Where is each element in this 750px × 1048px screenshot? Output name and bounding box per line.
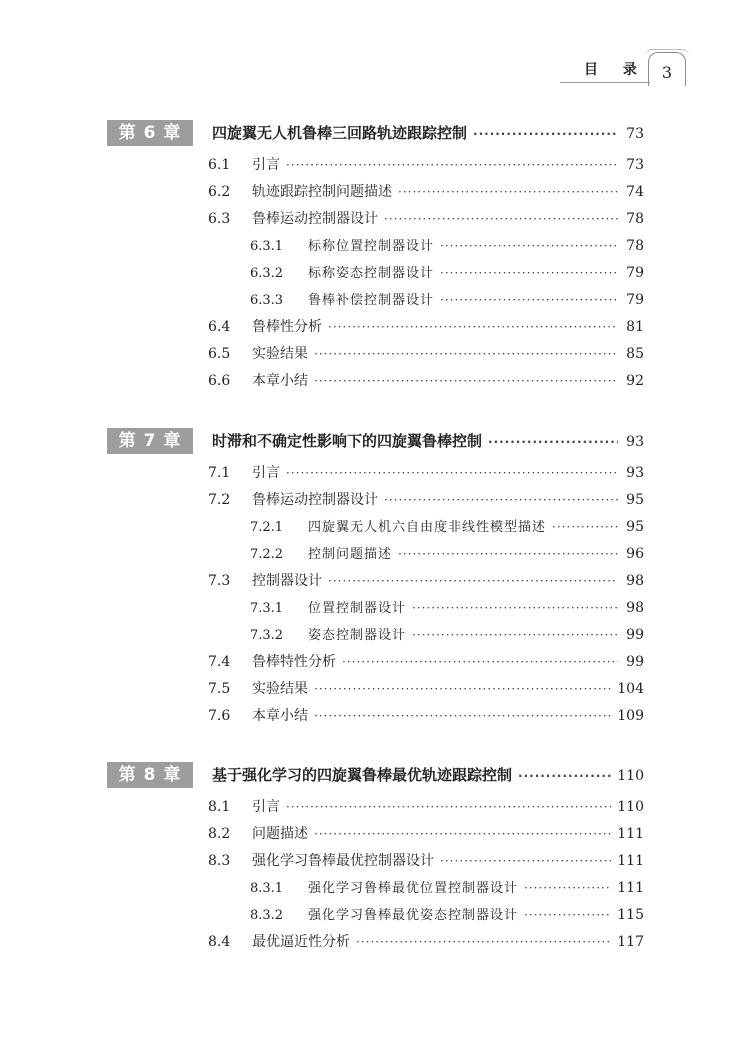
toc-entry-chapter[interactable] bbox=[212, 430, 644, 452]
toc-entry[interactable] bbox=[208, 931, 644, 953]
leader-dots bbox=[328, 570, 618, 592]
toc-entry[interactable] bbox=[208, 208, 644, 230]
section-title: 鲁棒特性分析 bbox=[252, 654, 336, 670]
section-number: 7.2 bbox=[208, 492, 231, 508]
section-number: 7.6 bbox=[208, 708, 231, 724]
leader-dots bbox=[488, 431, 618, 453]
toc-entry-chapter[interactable] bbox=[212, 764, 644, 786]
section-number: 6.1 bbox=[208, 157, 231, 173]
page-ref: 96 bbox=[626, 546, 644, 562]
leader-dots bbox=[524, 904, 611, 926]
subsection-number: 8.3.2 bbox=[250, 908, 284, 923]
chapter-badge: 第 8 章 bbox=[107, 762, 193, 788]
section-number: 7.3 bbox=[208, 573, 231, 589]
chapter-badge: 第 6 章 bbox=[107, 120, 193, 146]
section-title: 鲁棒性分析 bbox=[252, 319, 322, 335]
page-ref: 99 bbox=[626, 654, 644, 670]
page-ref: 78 bbox=[626, 211, 644, 227]
page-number: 3 bbox=[661, 63, 673, 82]
section-number: 7.4 bbox=[208, 654, 231, 670]
toc-entry[interactable] bbox=[208, 343, 644, 365]
page-ref: 79 bbox=[626, 292, 644, 308]
section-title: 实验结果 bbox=[252, 681, 308, 697]
subsection-title: 强化学习鲁棒最优位置控制器设计 bbox=[308, 881, 519, 896]
page-number-tab bbox=[648, 52, 686, 86]
section-number: 6.3 bbox=[208, 211, 231, 227]
subsection-number: 8.3.1 bbox=[250, 881, 284, 896]
page-ref: 111 bbox=[617, 853, 644, 869]
chapter-title: 基于强化学习的四旋翼鲁棒最优轨迹跟踪控制 bbox=[212, 766, 513, 784]
leader-dots bbox=[314, 705, 611, 727]
subsection-title: 标称姿态控制器设计 bbox=[308, 266, 435, 281]
toc-entry[interactable] bbox=[208, 370, 644, 392]
page-ref: 73 bbox=[626, 157, 644, 173]
section-title: 实验结果 bbox=[252, 346, 308, 362]
toc-entry[interactable] bbox=[208, 678, 644, 700]
subsection-number: 7.2.1 bbox=[250, 520, 284, 535]
page-ref: 98 bbox=[626, 600, 644, 616]
section-title: 鲁棒运动控制器设计 bbox=[252, 211, 378, 227]
leader-dots bbox=[314, 370, 618, 392]
subsection-number: 7.3.2 bbox=[250, 628, 284, 643]
subsection-title: 鲁棒补偿控制器设计 bbox=[308, 293, 435, 308]
section-title: 轨迹跟踪控制问题描述 bbox=[252, 184, 392, 200]
section-number: 8.1 bbox=[208, 799, 231, 815]
toc-entry[interactable] bbox=[250, 262, 644, 284]
toc-entry[interactable] bbox=[208, 570, 644, 592]
page-ref: 81 bbox=[626, 319, 644, 335]
page-ref: 111 bbox=[617, 826, 644, 842]
leader-dots bbox=[286, 154, 618, 176]
leader-dots bbox=[328, 316, 618, 338]
page-ref: 92 bbox=[626, 373, 644, 389]
section-number: 7.1 bbox=[208, 465, 231, 481]
page-ref: 104 bbox=[617, 681, 644, 697]
toc-entry-chapter[interactable] bbox=[212, 122, 644, 144]
leader-dots bbox=[398, 181, 618, 203]
toc-entry[interactable] bbox=[250, 877, 644, 899]
section-number: 8.3 bbox=[208, 853, 231, 869]
page-ref: 117 bbox=[617, 934, 644, 950]
section-number: 6.6 bbox=[208, 373, 231, 389]
subsection-number: 7.3.1 bbox=[250, 601, 284, 616]
leader-dots bbox=[440, 850, 611, 872]
page-ref: 93 bbox=[626, 465, 644, 481]
section-title: 鲁棒运动控制器设计 bbox=[252, 492, 378, 508]
subsection-title: 强化学习鲁棒最优姿态控制器设计 bbox=[308, 908, 519, 923]
leader-dots bbox=[440, 235, 618, 257]
leader-dots bbox=[398, 543, 618, 565]
subsection-title: 四旋翼无人机六自由度非线性模型描述 bbox=[308, 520, 547, 535]
leader-dots bbox=[384, 208, 618, 230]
section-number: 6.4 bbox=[208, 319, 231, 335]
chapter-title: 四旋翼无人机鲁棒三回路轨迹跟踪控制 bbox=[212, 124, 468, 142]
section-title: 最优逼近性分析 bbox=[252, 934, 350, 950]
leader-dots bbox=[440, 262, 618, 284]
leader-dots bbox=[286, 462, 618, 484]
leader-dots bbox=[473, 123, 618, 145]
section-title: 问题描述 bbox=[252, 826, 308, 842]
section-title: 引言 bbox=[252, 157, 280, 173]
header-rule bbox=[560, 82, 650, 83]
section-number: 8.4 bbox=[208, 934, 231, 950]
page-ref: 111 bbox=[617, 880, 644, 896]
leader-dots bbox=[314, 343, 618, 365]
toc-entry[interactable] bbox=[208, 489, 644, 511]
page-ref: 79 bbox=[626, 265, 644, 281]
toc-entry[interactable] bbox=[208, 705, 644, 727]
leader-dots bbox=[356, 931, 611, 953]
toc-entry[interactable] bbox=[208, 850, 644, 872]
subsection-title: 标称位置控制器设计 bbox=[308, 239, 435, 254]
header-title: 目 录 bbox=[584, 62, 647, 78]
chapter-badge: 第 7 章 bbox=[107, 428, 193, 454]
toc-entry[interactable] bbox=[208, 316, 644, 338]
subsection-number: 7.2.2 bbox=[250, 547, 284, 562]
leader-dots bbox=[314, 678, 611, 700]
section-number: 6.5 bbox=[208, 346, 231, 362]
section-title: 本章小结 bbox=[252, 708, 308, 724]
toc-entry[interactable] bbox=[250, 516, 644, 538]
leader-dots bbox=[412, 624, 618, 646]
leader-dots bbox=[440, 289, 618, 311]
page-ref: 110 bbox=[617, 799, 644, 815]
section-title: 强化学习鲁棒最优控制器设计 bbox=[252, 853, 434, 869]
page-ref: 98 bbox=[626, 573, 644, 589]
leader-dots bbox=[286, 796, 611, 818]
toc-entry[interactable] bbox=[208, 154, 644, 176]
toc-entry[interactable] bbox=[250, 597, 644, 619]
subsection-title: 控制问题描述 bbox=[308, 547, 393, 562]
section-title: 引言 bbox=[252, 465, 280, 481]
toc-entry[interactable] bbox=[250, 624, 644, 646]
toc-entry[interactable] bbox=[208, 796, 644, 818]
subsection-number: 6.3.2 bbox=[250, 266, 284, 281]
section-title: 控制器设计 bbox=[252, 573, 322, 589]
subsection-title: 姿态控制器设计 bbox=[308, 628, 407, 643]
section-title: 本章小结 bbox=[252, 373, 308, 389]
page-header bbox=[560, 52, 690, 88]
section-number: 6.2 bbox=[208, 184, 231, 200]
leader-dots bbox=[384, 489, 618, 511]
toc-entry[interactable] bbox=[250, 904, 644, 926]
toc-entry[interactable] bbox=[208, 181, 644, 203]
page-ref: 99 bbox=[626, 627, 644, 643]
page-ref: 73 bbox=[626, 126, 644, 142]
page-ref: 74 bbox=[626, 184, 644, 200]
subsection-number: 6.3.3 bbox=[250, 293, 284, 308]
page-ref: 109 bbox=[617, 708, 644, 724]
section-number: 8.2 bbox=[208, 826, 231, 842]
section-number: 7.5 bbox=[208, 681, 231, 697]
subsection-number: 6.3.1 bbox=[250, 239, 284, 254]
leader-dots bbox=[412, 597, 618, 619]
section-title: 引言 bbox=[252, 799, 280, 815]
toc-entry[interactable] bbox=[250, 543, 644, 565]
leader-dots bbox=[552, 516, 618, 538]
page-ref: 110 bbox=[617, 768, 644, 784]
leader-dots bbox=[342, 651, 618, 673]
toc-entry[interactable] bbox=[208, 651, 644, 673]
leader-dots bbox=[518, 765, 611, 787]
leader-dots bbox=[524, 877, 611, 899]
toc-entry[interactable] bbox=[250, 235, 644, 257]
page-ref: 115 bbox=[617, 907, 644, 923]
page-ref: 95 bbox=[626, 519, 644, 535]
toc-entry[interactable] bbox=[208, 823, 644, 845]
toc-entry[interactable] bbox=[250, 289, 644, 311]
leader-dots bbox=[314, 823, 611, 845]
page-ref: 85 bbox=[626, 346, 644, 362]
subsection-title: 位置控制器设计 bbox=[308, 601, 407, 616]
page-ref: 95 bbox=[626, 492, 644, 508]
page-ref: 93 bbox=[626, 434, 644, 450]
page-ref: 78 bbox=[626, 238, 644, 254]
chapter-title: 时滞和不确定性影响下的四旋翼鲁棒控制 bbox=[212, 432, 483, 450]
toc-entry[interactable] bbox=[208, 462, 644, 484]
